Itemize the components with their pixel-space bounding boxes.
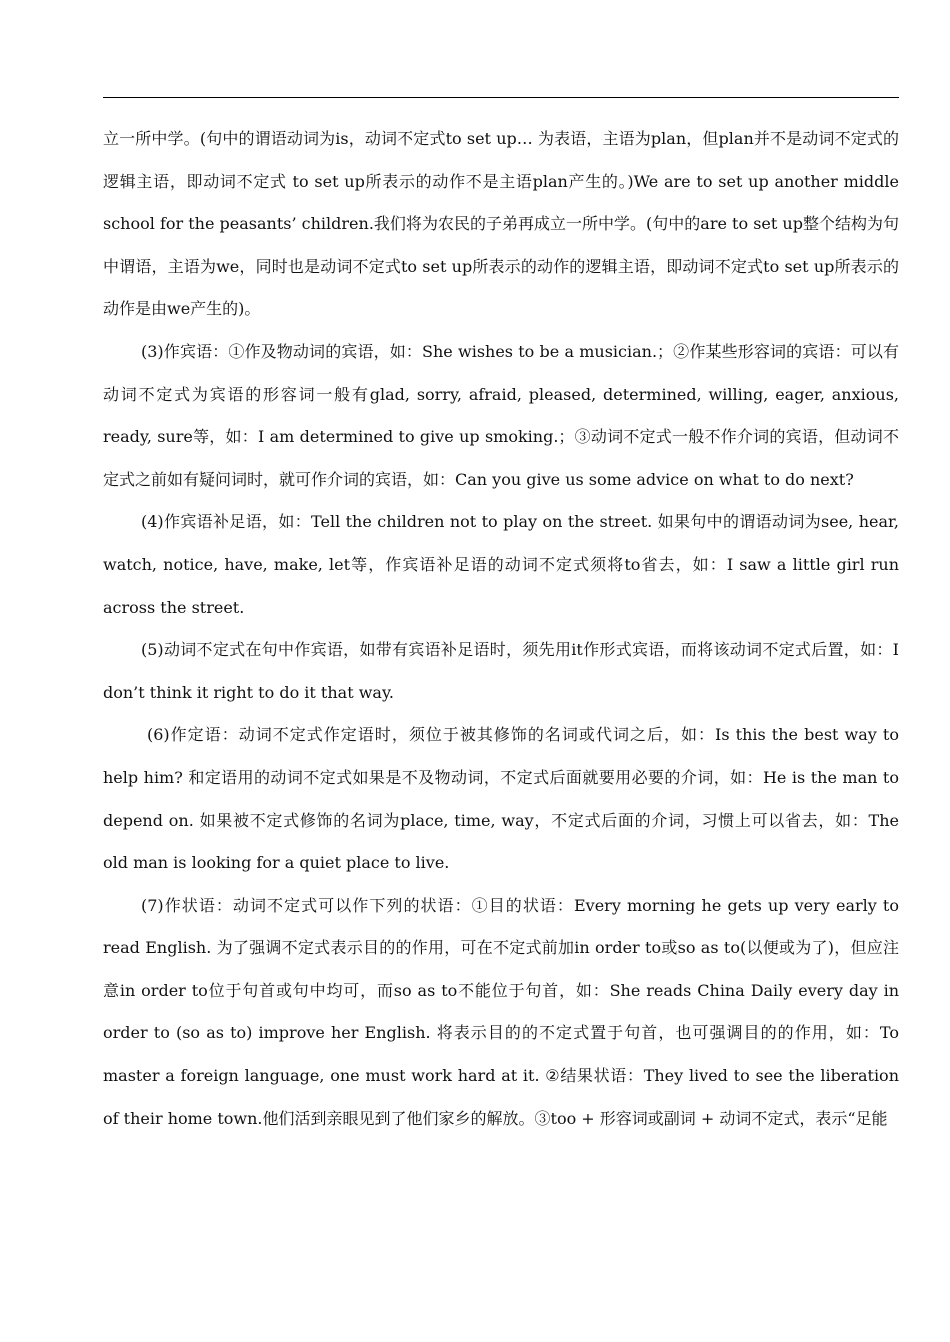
paragraph-attributive: (6)作定语：动词不定式作定语时，须位于被其修饰的名词或代词之后，如：Is this the best way to help him? 和定语用的动词不定式如果是不及物动词，不定式后面就要用必要的介词，如：He is the man to depend on. 如果被不定式修饰的名词为place, time, way，不定式后面的介词，习惯上可以省去，如：The old man is looking for a quiet place to live. [103,725,899,873]
paragraph-adverbial: (7)作状语：动词不定式可以作下列的状语：①目的状语：Every morning he gets up very early to read English. 为了强调不定式表示目的的作用，可在不定式前加in order to或so as to(以便或为了)，但应注意in order to位于句首或句中均可，而so as to不能位于句首，如：She reads China Daily every day in order to (so as to) improve her English. 将表示目的的不定式置于句首，也可强调目的的作用，如：To master a foreign language, one must work hard at it. ②结果状语：They lived to see the liberation of their home town.他们活到亲眼见到了他们家乡的解放。③too + 形容词或副词 + 动词不定式，表示“足能 [103,895,899,1128]
header-rule [103,97,899,98]
document-body [103,118,899,1140]
paragraph-formal-object: (5)动词不定式在句中作宾语，如带有宾语补足语时，须先用it作形式宾语，而将该动词不定式后置，如：I don’t think it right to do it that way. [103,640,899,702]
paragraph-continuation: 立一所中学。(句中的谓语动词为is，动词不定式to set up… 为表语，主语为plan，但plan并不是动词不定式的逻辑主语，即动词不定式 to set up所表示的动作不是主语plan产生的。)We are to set up another middle school for the peasants’ children.我们将为农民的子弟再成立一所中学。(句中的are to set up整个结构为句中谓语，主语为we，同时也是动词不定式to set up所表示的动作的逻辑主语，即动词不定式to set up所表示的动作是由we产生的)。 [103,129,899,319]
paragraph-object: (3)作宾语：①作及物动词的宾语，如：She wishes to be a musician.；②作某些形容词的宾语：可以有动词不定式为宾语的形容词一般有glad, sorry, afraid, pleased, determined, willing, eager, anxious, ready, sure等，如：I am determined to give up smoking.；③动词不定式一般不作介词的宾语，但动词不定式之前如有疑问词时，就可作介词的宾语，如：Can you give us some advice on what to do next? [103,341,899,489]
paragraph-object-complement: (4)作宾语补足语，如：Tell the children not to play on the street. 如果句中的谓语动词为see, hear, watch, notice, have, make, let等，作宾语补足语的动词不定式须将to省去，如：I saw a little girl run across the street. [103,512,899,617]
